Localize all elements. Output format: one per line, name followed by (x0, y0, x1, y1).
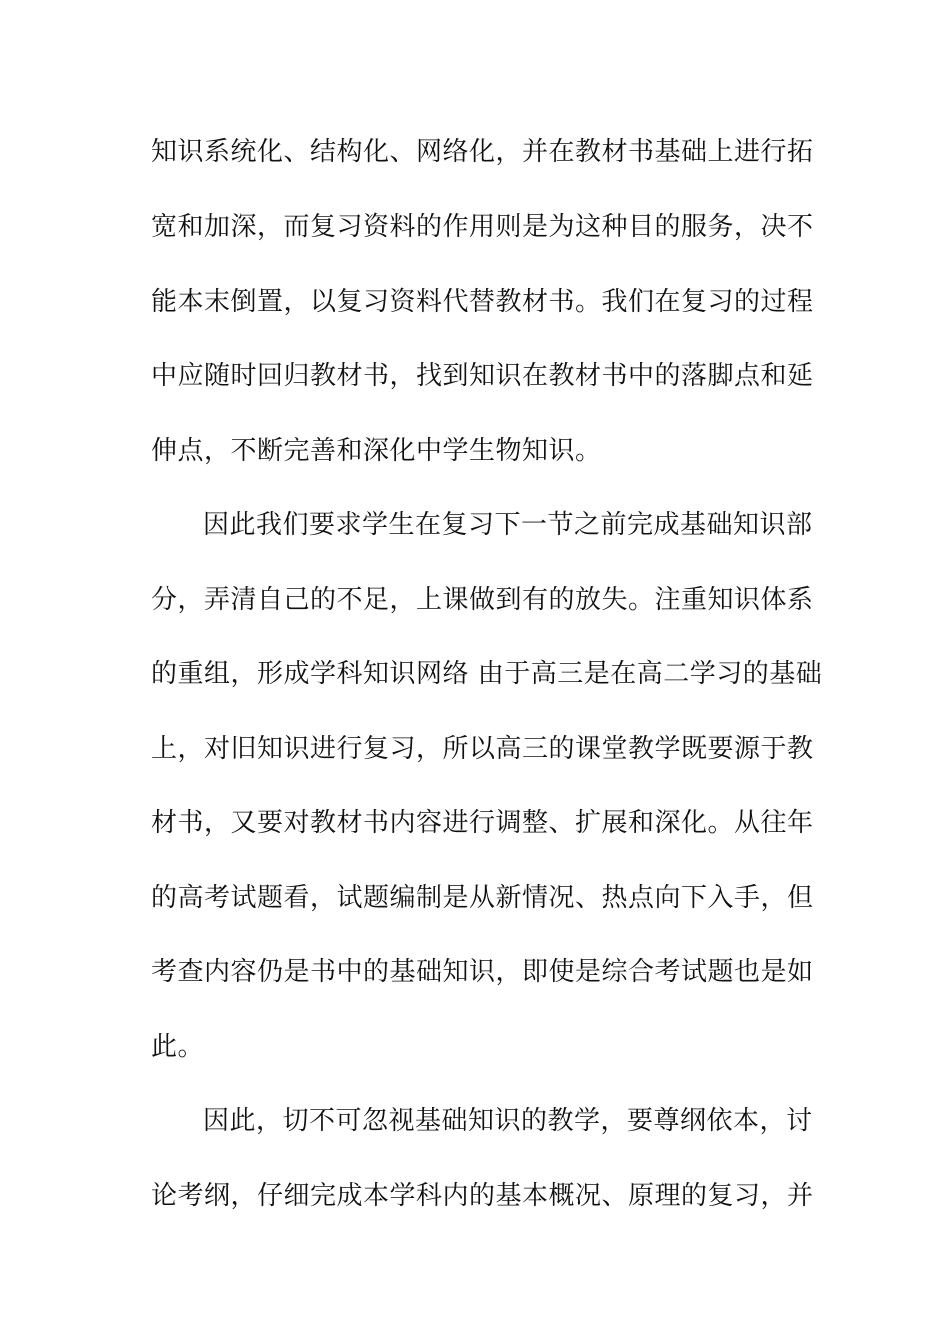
paragraph-first-line: 因此我们要求学生在复习下一节之前完成基础知识部 (203, 510, 813, 540)
text-line: 宽和加深，而复习资料的作用则是为这种目的服务，决不 (151, 212, 814, 242)
text-line: 伸点，不断完善和深化中学生物知识。 (151, 436, 602, 466)
text-line: 知识系统化、结构化、网络化，并在教材书基础上进行拓 (151, 137, 814, 167)
text-line: 此。 (151, 1032, 205, 1062)
text-line: 中应随时回归教材书，找到知识在教材书中的落脚点和延 (151, 361, 814, 391)
text-line: 的重组，形成学科知识网络 由于高三是在高二学习的基础 (151, 659, 823, 689)
text-line: 上，对旧知识进行复习，所以高三的课堂教学既要源于教 (151, 734, 814, 764)
text-line: 能本末倒置，以复习资料代替教材书。我们在复习的过程 (151, 287, 814, 317)
text-line: 材书，又要对教材书内容进行调整、扩展和深化。从往年 (151, 808, 814, 838)
text-line: 分，弄清自己的不足，上课做到有的放失。注重知识体系 (151, 585, 814, 615)
text-line: 的高考试题看，试题编制是从新情况、热点向下入手，但 (151, 883, 814, 913)
text-line: 论考纲，仔细完成本学科内的基本概况、原理的复习，并 (151, 1181, 814, 1211)
paragraph-first-line: 因此，切不可忽视基础知识的教学，要尊纲依本，讨 (203, 1106, 813, 1136)
text-line: 考查内容仍是书中的基础知识，即使是综合考试题也是如 (151, 957, 814, 987)
